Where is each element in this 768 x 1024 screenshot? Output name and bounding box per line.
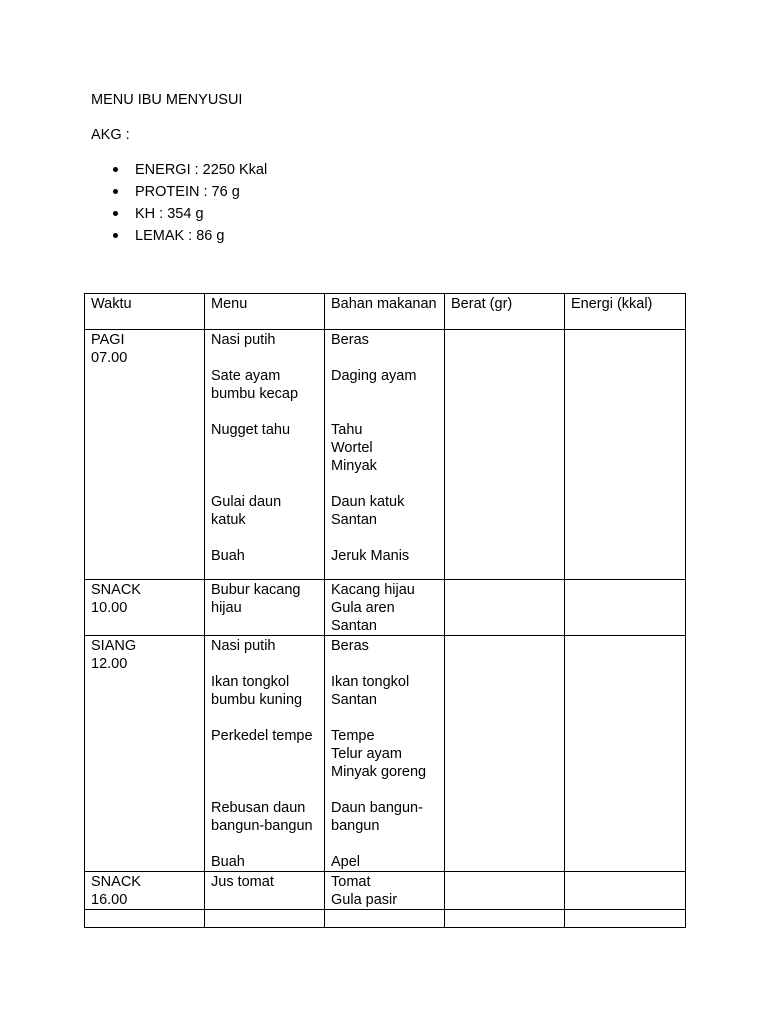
cell-line: SNACK: [91, 582, 141, 598]
header-bahan: Bahan makanan: [325, 294, 445, 330]
cell-line: Perkedel tempe: [211, 728, 313, 744]
header-menu: Menu: [205, 294, 325, 330]
cell-line: Minyak goreng: [331, 764, 427, 780]
cell-bahan: [325, 330, 445, 580]
akg-item-kh: [113, 204, 267, 226]
cell-line: [211, 709, 318, 727]
akg-item-lemak: [113, 226, 267, 248]
cell-line: [211, 781, 318, 799]
cell-line: 07.00: [91, 350, 128, 366]
cell-energi: [565, 636, 686, 872]
cell-menu: [205, 580, 325, 636]
cell-line: bumbu kecap: [211, 386, 299, 402]
cell-bahan: [325, 910, 445, 928]
cell-line: [331, 781, 438, 799]
cell-line: bumbu kuning: [211, 692, 303, 708]
cell-line: [211, 745, 318, 763]
akg-item-energi: [113, 160, 267, 182]
cell-line: Daun katuk: [331, 494, 405, 510]
cell-line: Ikan tongkol: [331, 674, 410, 690]
cell-line: Beras: [331, 332, 369, 348]
akg-list: [113, 160, 267, 248]
cell-line: Rebusan daun: [211, 800, 306, 816]
cell-line: Tomat: [331, 874, 371, 890]
cell-line: Buah: [211, 854, 245, 870]
cell-line: [331, 709, 438, 727]
cell-berat: [445, 580, 565, 636]
cell-line: Jeruk Manis: [331, 548, 410, 564]
cell-line: Santan: [331, 618, 377, 634]
bullet-icon: [113, 189, 118, 194]
akg-label: AKG :: [91, 127, 130, 143]
cell-line: Tahu: [331, 422, 363, 438]
cell-line: [331, 403, 438, 421]
table-row: [85, 330, 686, 580]
cell-line: Kacang hijau: [331, 582, 415, 598]
cell-energi: [565, 330, 686, 580]
cell-line: Jus tomat: [211, 874, 274, 890]
cell-line: Gula pasir: [331, 892, 398, 908]
cell-menu: [205, 872, 325, 910]
cell-menu: [205, 330, 325, 580]
cell-line: 16.00: [91, 892, 128, 908]
header-waktu: Waktu: [85, 294, 205, 330]
cell-berat: [445, 636, 565, 872]
cell-menu: [205, 636, 325, 872]
header-row: [85, 294, 686, 330]
cell-line: Daging ayam: [331, 368, 417, 384]
menu-table: [84, 293, 686, 928]
table-row: [85, 872, 686, 910]
akg-item-text: KH : 354 g: [135, 206, 204, 222]
cell-line: [331, 529, 438, 547]
cell-line: Wortel: [331, 440, 373, 456]
cell-berat: [445, 910, 565, 928]
cell-line: SNACK: [91, 874, 141, 890]
cell-berat: [445, 330, 565, 580]
cell-line: [211, 529, 318, 547]
cell-line: Nasi putih: [211, 638, 276, 654]
document-title: MENU IBU MENYUSUI: [91, 92, 243, 108]
cell-line: bangun: [331, 818, 380, 834]
cell-line: [331, 835, 438, 853]
cell-line: Gula aren: [331, 600, 395, 616]
cell-line: hijau: [211, 600, 242, 616]
cell-line: Tempe: [331, 728, 375, 744]
cell-energi: [565, 910, 686, 928]
cell-line: [211, 349, 318, 367]
cell-waktu: [85, 636, 205, 872]
cell-line: [211, 403, 318, 421]
bullet-icon: [113, 167, 118, 172]
cell-bahan: [325, 636, 445, 872]
cell-line: 12.00: [91, 656, 128, 672]
bullet-icon: [113, 211, 118, 216]
cell-line: [331, 655, 438, 673]
cell-berat: [445, 872, 565, 910]
akg-item-protein: [113, 182, 267, 204]
cell-line: bangun-bangun: [211, 818, 313, 834]
cell-line: 10.00: [91, 600, 128, 616]
cell-line: Santan: [331, 692, 377, 708]
cell-line: [331, 385, 438, 403]
cell-waktu: [85, 910, 205, 928]
table-row: [85, 636, 686, 872]
cell-line: [331, 349, 438, 367]
cell-line: [211, 475, 318, 493]
cell-line: Bubur kacang: [211, 582, 301, 598]
cell-waktu: [85, 580, 205, 636]
cell-line: katuk: [211, 512, 246, 528]
cell-line: Telur ayam: [331, 746, 402, 762]
bullet-icon: [113, 233, 118, 238]
cell-line: Ikan tongkol: [211, 674, 290, 690]
cell-line: Daun bangun-: [331, 800, 423, 816]
cell-line: [331, 475, 438, 493]
cell-line: Apel: [331, 854, 361, 870]
cell-line: Santan: [331, 512, 377, 528]
cell-line: PAGI: [91, 332, 125, 348]
cell-energi: [565, 872, 686, 910]
cell-waktu: [85, 330, 205, 580]
cell-line: Gulai daun: [211, 494, 282, 510]
header-berat: Berat (gr): [445, 294, 565, 330]
header-energi: Energi (kkal): [565, 294, 686, 330]
cell-bahan: [325, 872, 445, 910]
cell-menu: [205, 910, 325, 928]
cell-line: [211, 457, 318, 475]
cell-line: [211, 763, 318, 781]
cell-line: Buah: [211, 548, 245, 564]
cell-line: [211, 835, 318, 853]
akg-item-text: PROTEIN : 76 g: [135, 184, 240, 200]
akg-item-text: LEMAK : 86 g: [135, 228, 225, 244]
cell-line: Nasi putih: [211, 332, 276, 348]
cell-line: [211, 655, 318, 673]
cell-line: [211, 439, 318, 457]
cell-line: Minyak: [331, 458, 377, 474]
cell-bahan: [325, 580, 445, 636]
cell-line: SIANG: [91, 638, 137, 654]
cell-waktu: [85, 872, 205, 910]
cell-line: Nugget tahu: [211, 422, 291, 438]
cell-line: Beras: [331, 638, 369, 654]
table-row: [85, 580, 686, 636]
cell-energi: [565, 580, 686, 636]
akg-item-text: ENERGI : 2250 Kkal: [135, 162, 268, 178]
cell-line: Sate ayam: [211, 368, 281, 384]
table-row: [85, 910, 686, 928]
